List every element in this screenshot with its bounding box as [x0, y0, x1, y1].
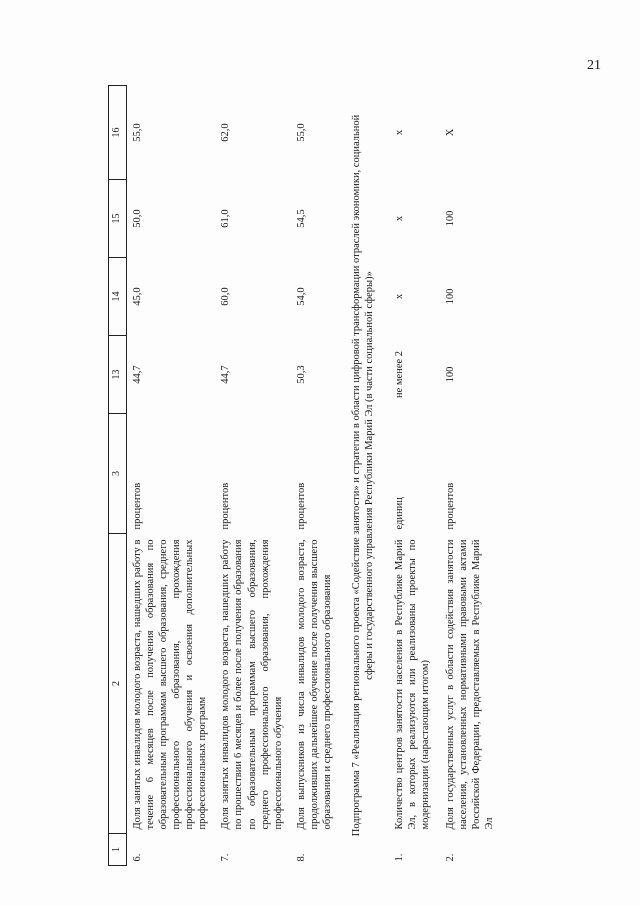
- header-cell: 16: [109, 86, 127, 180]
- row-number: 8.: [295, 853, 307, 862]
- rotated-table-sheet: [108, 86, 528, 866]
- value-col14: 100: [444, 288, 456, 305]
- value-col16: Х: [444, 128, 456, 137]
- header-cell: 1: [109, 834, 127, 866]
- value-col14: 60,0: [220, 287, 232, 306]
- value-col13: 44,7: [220, 365, 232, 384]
- header-row: [109, 86, 127, 866]
- value-col15: 50,0: [131, 209, 143, 228]
- page-number: 21: [587, 58, 601, 73]
- value-col16: 62,0: [220, 123, 232, 142]
- indicator-name: Доля выпускников из числа инвалидов молодого возраста, продолживших дальнейшее обучение после получения высшего образования и среднего профессионального образования: [295, 539, 334, 830]
- header-cell: 15: [109, 180, 127, 258]
- header-cell: 2: [109, 534, 127, 834]
- indicator-name: Доля занятых инвалидов молодого возраста, нашедших работу по прошествии 6 месяцев и более после получения образования по образовательным программам высшего образования, среднего профессионального образования, прохождения профессионального обучения: [220, 539, 284, 830]
- row-number: 1.: [393, 853, 405, 862]
- value-col14: х: [393, 293, 405, 300]
- table-row: [126, 86, 215, 866]
- value-col13: не менее 2: [393, 350, 405, 399]
- value-col15: 54,5: [295, 209, 307, 228]
- value-col13: 44,7: [131, 365, 143, 384]
- indicator-name: Доля государственных услуг в области содействия занятости населения, установленных нормативными правовыми актами Российской Федерации, предоставляемых в Республике Марий Эл: [444, 539, 496, 830]
- subprogram-title: Подпрограмма 7 «Реализация регионального проекта «Содействие занятости» и стратегии в области цифровой трансформации отраслей экономики, социальной сферы и государственного управления Республики Марий Эл (в части социальной сферы)»: [351, 114, 376, 837]
- value-col16: х: [393, 129, 405, 136]
- value-col15: х: [393, 215, 405, 222]
- unit-cell: единиц: [393, 497, 405, 530]
- value-col16: 55,0: [131, 123, 143, 142]
- value-col13: 50,3: [295, 365, 307, 384]
- table-row: [387, 86, 438, 866]
- value-col16: 55,0: [295, 123, 307, 142]
- row-number: 2.: [444, 853, 456, 862]
- value-col14: 45,0: [131, 287, 143, 306]
- header-cell: 3: [109, 414, 127, 534]
- unit-cell: процентов: [131, 482, 143, 530]
- table-row: [291, 86, 340, 866]
- indicators-table: [108, 85, 502, 866]
- value-col15: 100: [444, 210, 456, 227]
- table-row: [215, 86, 291, 866]
- table-row: [438, 86, 503, 866]
- value-col14: 54,0: [295, 287, 307, 306]
- row-number: 7.: [220, 853, 232, 862]
- header-cell: 13: [109, 336, 127, 414]
- indicator-name: Доля занятых инвалидов молодого возраста, нашедших работу в течение 6 месяцев после получения образования по образовательным программам высшего образования, среднего профессионального образования, прохождения профессионального обучения и освоения дополнительных профессиональных программ: [131, 539, 209, 830]
- row-number: 6.: [131, 853, 143, 862]
- value-col15: 61,0: [220, 209, 232, 228]
- header-cell: 14: [109, 258, 127, 336]
- unit-cell: процентов: [295, 482, 307, 530]
- indicator-name: Количество центров занятости населения в Республике Марий Эл, в которых реализуются или реализованы проекты по модернизации (нарастающим итогом): [393, 539, 431, 830]
- unit-cell: процентов: [444, 482, 456, 530]
- unit-cell: процентов: [220, 482, 232, 530]
- subprogram-row: [340, 86, 386, 866]
- value-col13: 100: [444, 366, 456, 383]
